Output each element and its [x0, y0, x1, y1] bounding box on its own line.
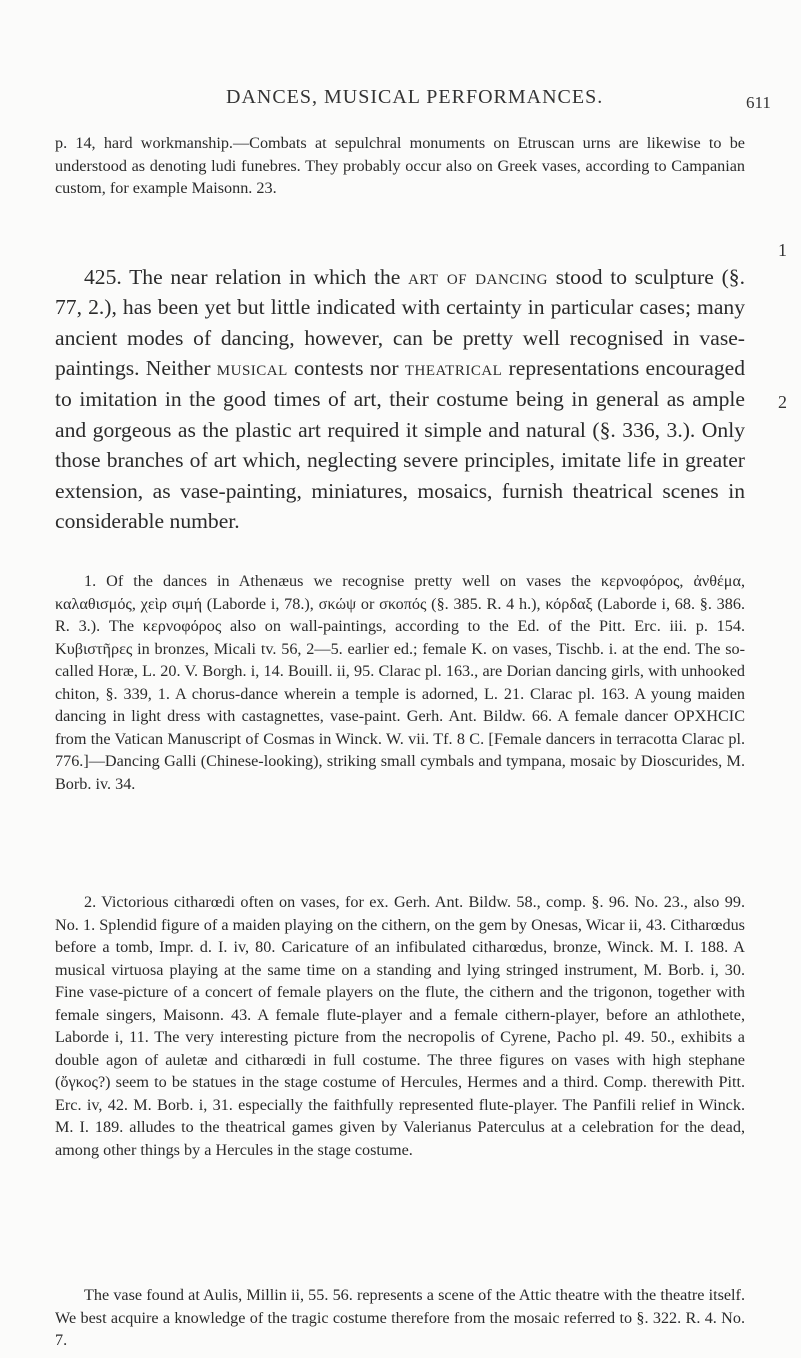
- theatrical-term: theatrical: [404, 356, 503, 381]
- musical-term: musical: [216, 356, 288, 381]
- margin-number-2: 2: [778, 392, 787, 412]
- margin-number-1: 1: [778, 240, 787, 260]
- main-paragraph: [55, 262, 745, 537]
- note-3: The vase found at Aulis, Millin ii, 55. 56. represents a scene of the Attic theatre with the theatre itself. We best acquire a knowledge of the tragic costume therefore from the mosaic referred to §. 322. R. 4. No. 7.: [55, 1286, 745, 1350]
- note-2: 2. Victorious citharœdi often on vases, for ex. Gerh. Ant. Bildw. 58., comp. §. 96. No. 23., also 99. No. 1. Splendid figure of a maiden playing on the cithern, on the gem by Onesas, Wicar ii, 43. Citharœdus before a tomb, Impr. d. I. iv, 80. Caricature of an infibulated citharœdus, bronze, Winck. M. I. 188. A musical virtuosa playing at the same time on a standing and lying stringed instrument, M. Borb. i, 30. Fine vase-picture of a concert of female players on the flute, the cithern and the trigonon, together with female singers, Maisonn. 43. A female flute-player and a female cithern-player, before an athlothete, Laborde i, 11. The very interesting picture from the necropolis of Cyrene, Pacho pl. 49. 50., exhibits a double agon of auletæ and citharœdi in full costume. The three figures on vases with high stephane (ὄγκος?) seem to be statues in the stage costume of Hercules, Hermes and a third. Comp. therewith Pitt. Erc. iv, 42. M. Borb. i, 31. especially the faithfully represented flute-player. The Panfili relief in Winck. M. I. 189. alludes to the theatrical games given by Valerianus Paterculus at a celebration for the dead, among other things by a Hercules in the stage costume.: [55, 893, 745, 1159]
- main-part-1: stood to sculpture (§. 77, 2.), has been yet but little indicated with certainty in particular cases; many ancient modes of dancing, however, can be pretty well recognised in vase-paintings. Neither: [55, 264, 745, 381]
- main-lead: 425. The near relation in which the: [84, 264, 409, 289]
- intro-paragraph: p. 14, hard workmanship.—Combats at sepulchral monuments on Etruscan urns are likewise to be understood as denoting ludi funebres. They probably occur also on Greek vases, according to Campanian custom, for example Maisonn. 23.: [55, 134, 745, 198]
- main-part-2: contests nor: [287, 356, 405, 381]
- note-1: 1. Of the dances in Athenæus we recognise pretty well on vases the κερνοφόρος, ἀνθέμα, καλαθισμός, χεὶρ σιμή (Laborde i, 78.), σκώψ or σκοπός (§. 385. R. 4 h.), κόρδαξ (Laborde i, 68. §. 386. R. 3.). The κερνοφόρος also on wall-paintings, according to the Ed. of the Pitt. Erc. iii. p. 154. Κυβιστῆρες in bronzes, Micali tv. 56, 2—5. earlier ed.; female K. on vases, Tischb. i. at the end. The so-called Horæ, L. 20. V. Borgh. i, 14. Bouill. ii, 95. Clarac pl. 163., are Dorian dancing girls, with unhooked chiton, §. 339, 1. A chorus-dance wherein a temple is adorned, L. 21. Clarac pl. 163. A young maiden dancing in light dress with castagnettes, vase-paint. Gerh. Ant. Bildw. 66. A female dancer OPXHCIC from the Vatican Manuscript of Cosmas in Winck. W. vii. Tf. 8 C. [Female dancers in terracotta Clarac pl. 776.]—Dancing Galli (Chinese-looking), striking small cymbals and tympana, mosaic by Dioscurides, M. Borb. iv. 34.: [55, 572, 745, 793]
- art-of-dancing-term: art of dancing: [408, 264, 548, 289]
- main-part-3: representations encouraged to imitation in the good times of art, their costume being in general as ample and gorgeous as the plastic art required it simple and natural (§. 336, 3.). Only those branches of art which, neglecting severe principles, imitate life in greater extension, as vase-painting, miniatures, mosaics, furnish theatrical scenes in considerable number.: [55, 356, 745, 534]
- running-title: DANCES, MUSICAL PERFORMANCES.: [226, 86, 604, 108]
- page-number: 611: [746, 93, 771, 112]
